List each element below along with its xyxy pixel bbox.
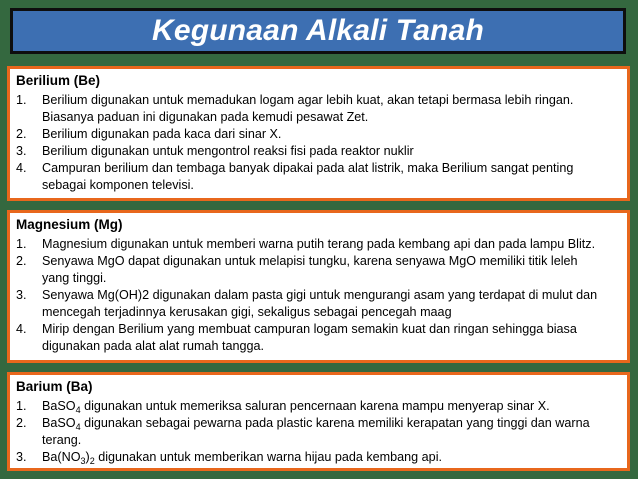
item-text: sebagai komponen televisi. [42, 178, 194, 192]
list-item [16, 236, 621, 253]
list-item [16, 160, 621, 194]
section-card-berilium [7, 66, 630, 201]
berilium-list [16, 92, 621, 194]
section-card-magnesium [7, 210, 630, 363]
item-number: 4. [16, 161, 27, 175]
item-text: Berilium digunakan untuk mengontrol reaksi fisi pada reaktor nuklir [42, 144, 414, 158]
item-number: 1. [16, 399, 27, 413]
list-item [16, 321, 621, 355]
section-heading: Magnesium (Mg) [16, 217, 123, 232]
item-text: Biasanya paduan ini digunakan pada kemudi pesawat Zet. [42, 110, 369, 124]
page-title: Kegunaan Alkali Tanah [151, 14, 485, 47]
list-item [16, 253, 621, 287]
item-text: BaSO$_4$ digunakan untuk memeriksa saluran pencernaan karena mampu menyerap sinar X. [42, 399, 550, 415]
section-heading: Berilium (Be) [16, 73, 101, 88]
item-text: yang tinggi. [42, 271, 107, 285]
section-card-barium [7, 372, 630, 471]
list-item [16, 415, 621, 449]
item-text: mencegah terjadinnya kerusakan gigi, sekaligus sebagai pencegah maag [42, 305, 452, 319]
item-number: 4. [16, 322, 27, 336]
item-text: Berilium digunakan untuk memadukan logam agar lebih kuat, akan tetapi bermasa lebih ringan. [42, 93, 574, 107]
item-text: terang. [42, 433, 82, 447]
item-text: Magnesium digunakan untuk memberi warna putih terang pada kembang api dan pada lampu Blitz. [42, 237, 596, 251]
section-heading: Barium (Ba) [16, 379, 93, 394]
item-text: Senyawa Mg(OH)2 digunakan dalam pasta gigi untuk mengurangi asam yang terdapat di mulut dan [42, 288, 598, 302]
magnesium-list [16, 236, 621, 355]
item-number: 2. [16, 254, 27, 268]
item-text: Senyawa MgO dapat digunakan untuk melapisi tungku, karena senyawa MgO memiliki titik leleh [42, 254, 578, 268]
list-item [16, 287, 621, 321]
title-bar [10, 8, 626, 54]
item-text: Mirip dengan Berilium yang membuat campuran logam semakin kuat dan ringan sehingga biasa [42, 322, 577, 336]
item-text: BaSO$_4$ digunakan sebagai pewarna pada plastic karena memiliki kerapatan yang tinggi dan warna [42, 416, 590, 432]
item-number: 3. [16, 288, 27, 302]
item-number: 2. [16, 416, 27, 430]
item-text: $Ba(NO_3)_2$ digunakan untuk memberikan warna hijau pada kembang api. [42, 450, 442, 466]
list-item [16, 398, 621, 415]
item-number: 3. [16, 144, 27, 158]
item-text: Berilium digunakan pada kaca dari sinar X. [42, 127, 282, 141]
list-item [16, 449, 621, 466]
list-item [16, 126, 621, 143]
item-number: 1. [16, 237, 27, 251]
item-number: 3. [16, 450, 27, 464]
item-number: 1. [16, 93, 27, 107]
list-item [16, 143, 621, 160]
item-text: digunakan pada alat alat rumah tangga. [42, 339, 264, 353]
item-text: Campuran berilium dan tembaga banyak dipakai pada alat listrik, maka Berilium sangat penting [42, 161, 574, 175]
list-item [16, 92, 621, 126]
item-number: 2. [16, 127, 27, 141]
barium-list [16, 398, 621, 466]
